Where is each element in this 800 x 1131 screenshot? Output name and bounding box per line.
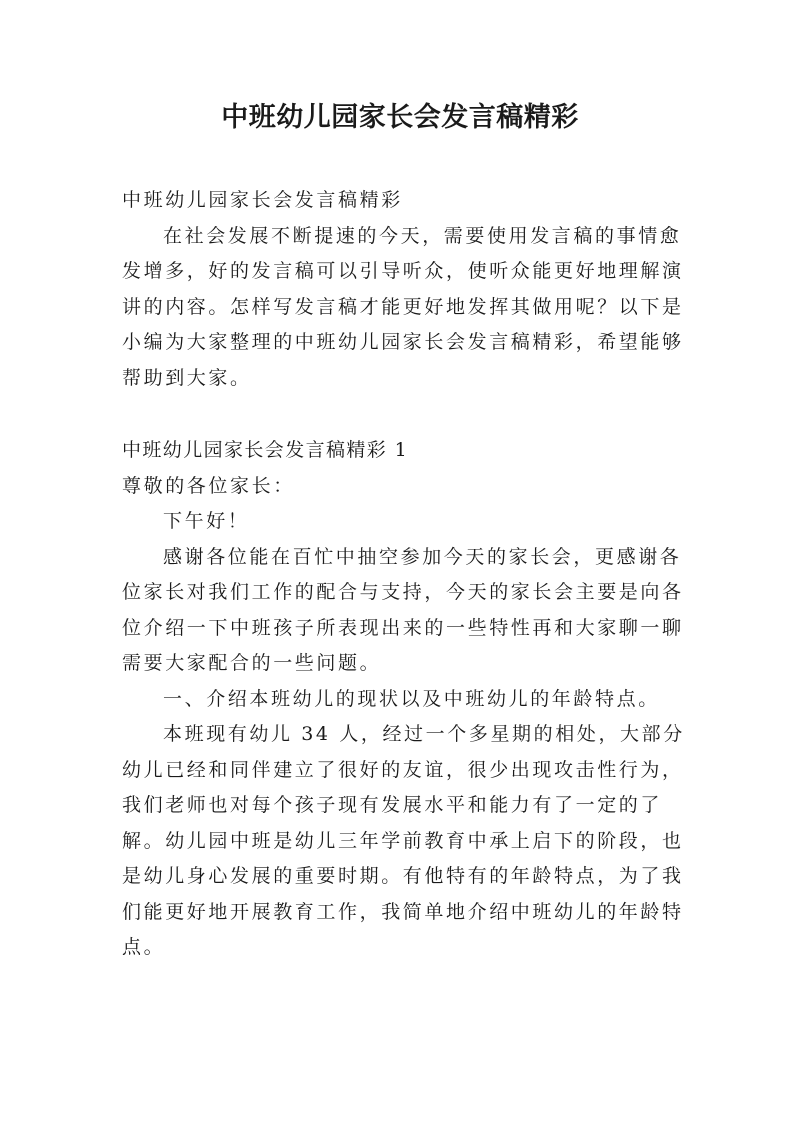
intro-paragraph: 在社会发展不断提速的今天，需要使用发言稿的事情愈发增多，好的发言稿可以引导听众，使听众能更好地理解演讲的内容。怎样写发言稿才能更好地发挥其做用呢？以下是小编为大家整理的中班幼儿园家长会发言稿精彩，希望能够帮助到大家。: [122, 224, 684, 389]
section-spacer: [122, 396, 692, 433]
point-one-heading: 一、介绍本班幼儿的现状以及中班幼儿的年龄特点。: [163, 687, 660, 710]
section-heading: 中班幼儿园家长会发言稿精彩 1: [122, 439, 409, 461]
salutation: 尊敬的各位家长：: [122, 474, 295, 497]
document-title: 中班幼儿园家长会发言稿精彩: [221, 102, 579, 133]
class-status-paragraph: 本班现有幼儿 34 人，经过一个多星期的相处，大部分幼儿已经和同伴建立了很好的友谊，很少出现攻击性行为，我们老师也对每个孩子现有发展水平和能力有了一定的了解。幼儿园中班是幼儿三年学前教育中承上启下的阶段，也是幼儿身心发展的重要时期。有他特有的年龄特点，为了我们能更好地开展教育工作，我简单地介绍中班幼儿的年龄特点。: [122, 723, 685, 958]
intro-heading: 中班幼儿园家长会发言稿精彩: [122, 189, 403, 211]
greeting: 下午好！: [163, 510, 250, 532]
thanks-paragraph: 感谢各位能在百忙中抽空参加今天的家长会，更感谢各位家长对我们工作的配合与支持，今天的家长会主要是向各位介绍一下中班孩子所表现出来的一些特性再和大家聊一聊需要大家配合的一些问题。: [122, 545, 684, 674]
document-body: [122, 183, 692, 966]
